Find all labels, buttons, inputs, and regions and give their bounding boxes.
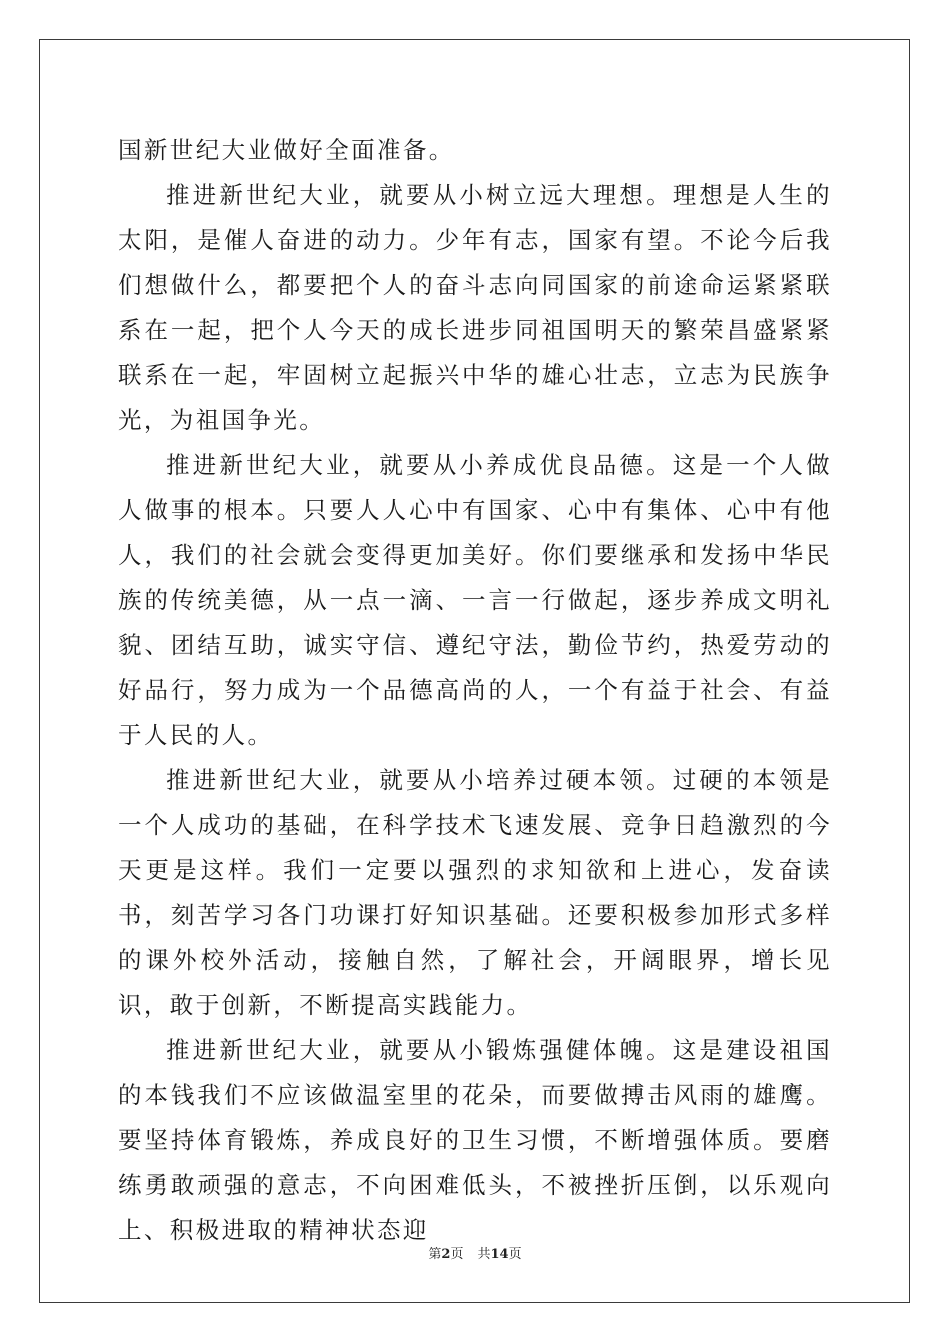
page-label-prefix: 第 [428, 1247, 442, 1262]
paragraph-continuation: 国新世纪大业做好全面准备。 [118, 136, 455, 164]
paragraph-physique: 推进新世纪大业，就要从小锻炼强健体魄。这是建设祖国的本钱我们不应该做温室里的花朵，而要做搏击风雨的雄鹰。要坚持体育锻炼，养成良好的卫生习惯，不断增强体质。要磨练勇敢顽强的意志，不向困难低头，不被挫折压倒，以乐观向上、积极进取的精神状态迎 [118, 1036, 832, 1244]
page-footer [0, 1246, 950, 1264]
paragraph-ideals: 推进新世纪大业，就要从小树立远大理想。理想是人生的太阳，是催人奋进的动力。少年有志，国家有望。不论今后我们想做什么，都要把个人的奋斗志向同国家的前途命运紧紧联系在一起，把个人今天的成长进步同祖国明天的繁荣昌盛紧紧联系在一起，牢固树立起振兴中华的雄心壮志，立志为民族争光，为祖国争光。 [118, 181, 832, 434]
total-label-prefix: 共 [477, 1247, 491, 1262]
document-body [118, 128, 832, 1253]
current-page-number: 2 [441, 1247, 451, 1262]
total-pages-number: 14 [490, 1247, 509, 1262]
page-label-suffix: 页 [450, 1247, 464, 1262]
paragraph-skills: 推进新世纪大业，就要从小培养过硬本领。过硬的本领是一个人成功的基础，在科学技术飞速发展、竞争日趋激烈的今天更是这样。我们一定要以强烈的求知欲和上进心，发奋读书，刻苦学习各门功课打好知识基础。还要积极参加形式多样的课外校外活动，接触自然，了解社会，开阔眼界，增长见识，敢于创新，不断提高实践能力。 [118, 766, 832, 1019]
total-label-suffix: 页 [508, 1247, 522, 1262]
paragraph-morality: 推进新世纪大业，就要从小养成优良品德。这是一个人做人做事的根本。只要人人心中有国家、心中有集体、心中有他人，我们的社会就会变得更加美好。你们要继承和发扬中华民族的传统美德，从一点一滴、一言一行做起，逐步养成文明礼貌、团结互助，诚实守信、遵纪守法，勤俭节约，热爱劳动的好品行，努力成为一个品德高尚的人，一个有益于社会、有益于人民的人。 [118, 451, 832, 749]
